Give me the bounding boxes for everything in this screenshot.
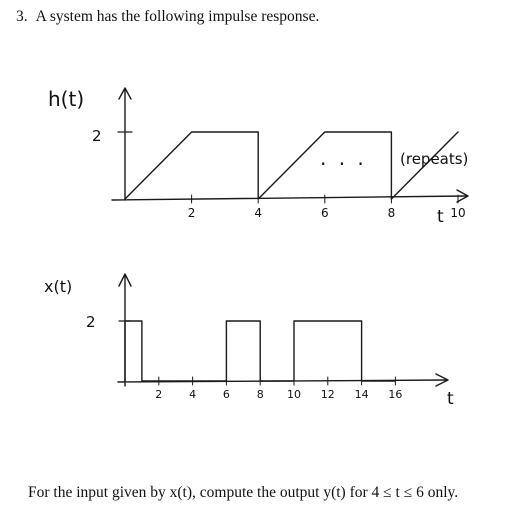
h-y-label: h(t): [48, 87, 85, 111]
h-y-tick-label: 2: [92, 127, 102, 145]
h-x-axis: [112, 196, 466, 200]
question-text: For the input given by x(t), compute the output y(t) for 4 ≤ t ≤ 6 only.: [28, 484, 459, 501]
x-x-tick-label: 8: [256, 388, 264, 401]
x-y-tick-label: 2: [86, 313, 96, 331]
h-repeats-annotation: (repeats): [400, 150, 469, 168]
x-signal-line: [125, 321, 395, 381]
h-x-tick-label: 8: [387, 206, 396, 220]
x-x-tick-label: 10: [287, 388, 301, 401]
h-x-tick-label: 10: [450, 206, 466, 220]
input-signal-plot: [44, 274, 454, 409]
x-x-tick-label: 16: [388, 388, 403, 401]
impulse-response-plot: [48, 87, 468, 227]
x-x-tick-label: 14: [354, 388, 369, 401]
x-x-tick-label: 6: [222, 388, 230, 401]
x-x-tick-label: 2: [155, 388, 163, 401]
h-x-tick-label: 4: [254, 206, 263, 220]
x-x-tick-label: 4: [189, 388, 197, 401]
h-x-tick-label: 2: [187, 206, 196, 220]
h-continuation-dots: . . .: [320, 146, 367, 170]
h-x-label: t: [437, 207, 444, 227]
x-x-tick-label: 12: [320, 388, 335, 401]
h-x-tick-label: 6: [320, 206, 329, 220]
problem-text: A system has the following impulse response.: [35, 8, 320, 25]
x-x-label: t: [447, 389, 454, 409]
x-y-label: x(t): [44, 277, 73, 296]
problem-number: 3.: [16, 8, 28, 25]
